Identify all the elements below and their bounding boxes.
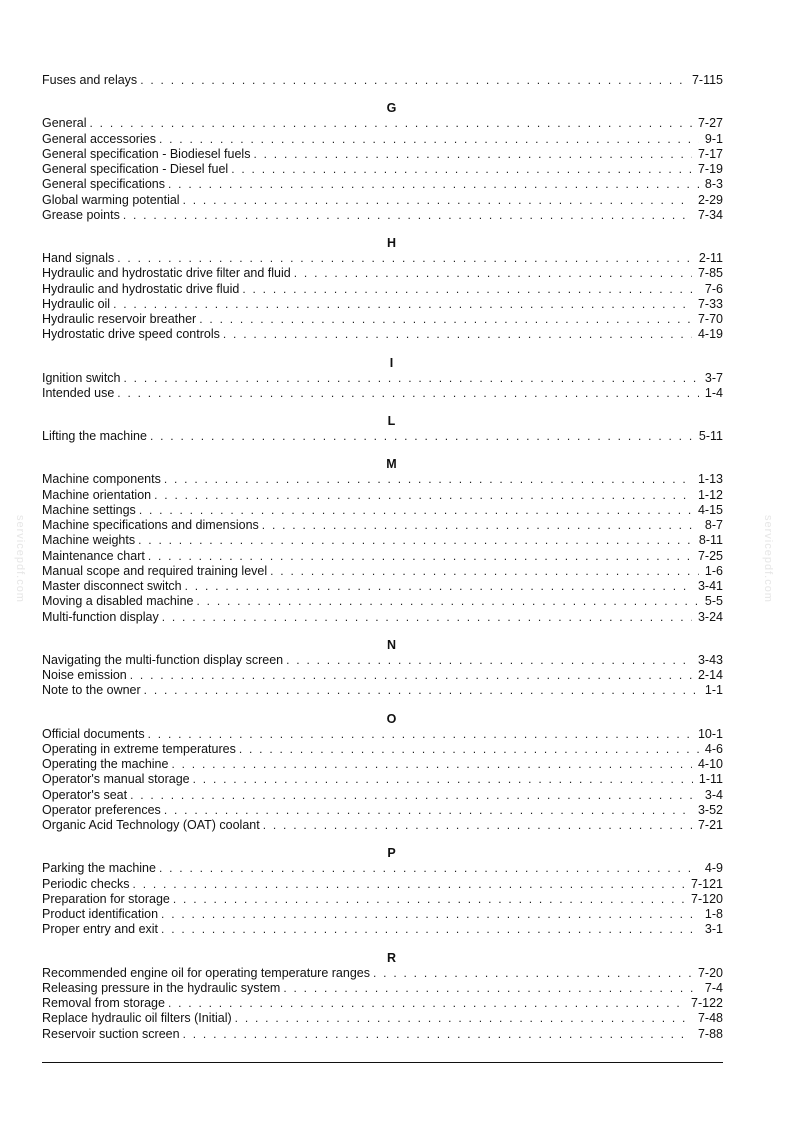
entry-title: Hydraulic and hydrostatic drive fluid: [42, 281, 240, 296]
dot-leader: [183, 1027, 692, 1042]
entry-page-number: 7-21: [697, 818, 723, 832]
index-entry[interactable]: [42, 73, 723, 88]
index-entry[interactable]: [42, 922, 723, 937]
entry-title: Noise emission: [42, 668, 127, 682]
entry-page-number: 3-7: [704, 370, 723, 385]
index-section: [42, 846, 723, 937]
entry-title: Hydrostatic drive speed controls: [42, 327, 220, 342]
watermark-right: servicepdf.com: [762, 515, 774, 603]
entry-title: Machine specifications and dimensions: [42, 518, 259, 532]
entry-title: Removal from storage: [42, 996, 165, 1010]
entry-page-number: 7-6: [704, 281, 723, 296]
entry-page-number: 7-17: [697, 146, 723, 161]
entry-title: Operator's seat: [42, 787, 128, 802]
dot-leader: [263, 818, 692, 833]
entry-title: Global warming potential: [42, 192, 180, 207]
dot-leader: [168, 996, 685, 1011]
entry-title: Operating the machine: [42, 757, 169, 771]
entry-page-number: 8-7: [704, 518, 723, 532]
dot-leader: [253, 147, 692, 162]
index-entry[interactable]: [42, 788, 723, 803]
dot-leader: [164, 472, 692, 487]
index-entry[interactable]: [42, 668, 723, 683]
index-entry[interactable]: [42, 877, 723, 892]
entry-page-number: 2-14: [697, 668, 723, 682]
entry-page-number: 1-4: [704, 385, 723, 400]
entry-title: Machine components: [42, 472, 161, 487]
entry-title: Hydraulic oil: [42, 296, 111, 311]
entry-title: Hydraulic reservoir breather: [42, 312, 197, 326]
dot-leader: [138, 533, 693, 548]
dot-leader: [130, 668, 692, 683]
entry-page-number: 7-120: [691, 891, 723, 906]
section-letter-heading: I: [389, 355, 394, 370]
index-entry[interactable]: [42, 518, 723, 533]
entry-title: Hand signals: [42, 251, 115, 265]
dot-leader: [159, 861, 699, 876]
entry-page-number: 3-4: [704, 787, 723, 802]
dot-leader: [140, 73, 686, 88]
entry-page-number: 7-88: [697, 1026, 723, 1041]
dot-leader: [183, 193, 692, 208]
dot-leader: [123, 208, 692, 223]
entry-title: Machine settings: [42, 502, 136, 517]
dot-leader: [193, 772, 693, 787]
section-letter-heading: L: [387, 414, 396, 428]
index-entry[interactable]: [42, 116, 723, 131]
index-entry[interactable]: [42, 147, 723, 162]
index-entry[interactable]: [42, 803, 723, 818]
dot-leader: [159, 132, 699, 147]
dot-leader: [173, 892, 685, 907]
entry-page-number: 2-11: [698, 251, 723, 265]
entry-page-number: 4-9: [704, 861, 723, 876]
entry-page-number: 7-115: [691, 73, 723, 87]
index-entry[interactable]: [42, 861, 723, 876]
index-entry[interactable]: [42, 653, 723, 668]
entry-title: Master disconnect switch: [42, 579, 182, 593]
entry-title: Hydraulic and hydrostatic drive filter and fluid: [42, 266, 291, 281]
index-section: [42, 414, 723, 444]
dot-leader: [270, 564, 699, 579]
dot-leader: [148, 727, 692, 742]
index-section: [42, 73, 723, 88]
entry-page-number: 7-19: [697, 162, 723, 176]
dot-leader: [286, 653, 692, 668]
entry-page-number: 7-33: [697, 296, 723, 311]
entry-page-number: 1-13: [697, 472, 723, 487]
index-entry[interactable]: [42, 266, 723, 281]
dot-leader: [113, 297, 692, 312]
index-entry[interactable]: [42, 594, 723, 609]
index-entry[interactable]: [42, 818, 723, 833]
dot-leader: [373, 966, 692, 981]
index-entry[interactable]: [42, 177, 723, 192]
section-letter-heading: H: [386, 236, 397, 250]
entry-page-number: 7-48: [697, 1011, 723, 1026]
section-letter-heading: G: [386, 101, 397, 116]
dot-leader: [148, 549, 692, 564]
dot-leader: [231, 162, 692, 177]
index-section: [42, 712, 723, 834]
entry-title: Navigating the multi-function display screen: [42, 652, 284, 667]
index-entry[interactable]: [42, 429, 723, 444]
index-entry[interactable]: [42, 772, 723, 787]
entry-title: Releasing pressure in the hydraulic system: [42, 980, 281, 995]
section-letter-heading: R: [386, 950, 397, 965]
index-entry[interactable]: [42, 533, 723, 548]
entry-title: Parking the machine: [42, 861, 156, 876]
entry-page-number: 2-29: [697, 192, 723, 207]
index-entry[interactable]: [42, 312, 723, 327]
entry-title: Machine weights: [42, 533, 136, 548]
dot-leader: [239, 742, 699, 757]
entry-title: General specifications: [42, 177, 165, 192]
index-entry[interactable]: [42, 610, 723, 625]
entry-title: Multi-function display: [42, 609, 159, 624]
dot-leader: [161, 907, 699, 922]
entry-page-number: 4-6: [704, 741, 723, 756]
entry-title: Note to the owner: [42, 683, 141, 698]
index-entry[interactable]: [42, 757, 723, 772]
dot-leader: [168, 177, 699, 192]
entry-title: General specification - Diesel fuel: [42, 162, 229, 176]
entry-page-number: 7-25: [697, 548, 723, 563]
entry-title: Machine orientation: [42, 487, 152, 502]
dot-leader: [154, 488, 692, 503]
entry-title: Periodic checks: [42, 876, 130, 891]
dot-leader: [171, 757, 692, 772]
entry-title: Replace hydraulic oil filters (Initial): [42, 1011, 232, 1026]
index-entry[interactable]: [42, 162, 723, 177]
entry-title: Lifting the machine: [42, 429, 147, 443]
index-entry[interactable]: [42, 966, 723, 981]
dot-leader: [199, 312, 692, 327]
entry-page-number: 4-19: [697, 327, 723, 342]
dot-leader: [139, 503, 692, 518]
dot-leader: [117, 251, 693, 266]
entry-title: Operator's manual storage: [42, 772, 190, 787]
entry-title: Manual scope and required training level: [42, 563, 268, 578]
index-entry[interactable]: [42, 251, 723, 266]
entry-title: Recommended engine oil for operating temperature ranges: [42, 965, 370, 980]
index-entry[interactable]: [42, 1011, 723, 1026]
entry-page-number: 1-12: [697, 487, 723, 502]
section-letter-heading: N: [386, 637, 397, 652]
index-entry[interactable]: [42, 683, 723, 698]
entry-page-number: 8-3: [704, 177, 723, 192]
index-list: [42, 73, 723, 1042]
entry-page-number: 3-41: [697, 579, 723, 593]
entry-title: Product identification: [42, 907, 159, 921]
entry-title: Official documents: [42, 726, 145, 741]
entry-title: Ignition switch: [42, 370, 121, 385]
entry-page-number: 4-15: [697, 502, 723, 517]
entry-page-number: 7-34: [697, 207, 723, 222]
dot-leader: [144, 683, 699, 698]
dot-leader: [242, 282, 699, 297]
entry-title: Fuses and relays: [42, 73, 138, 87]
entry-page-number: 1-1: [704, 683, 723, 698]
entry-page-number: 4-10: [697, 757, 723, 771]
index-entry[interactable]: [42, 132, 723, 147]
index-entry[interactable]: [42, 727, 723, 742]
dot-leader: [117, 386, 699, 401]
index-entry[interactable]: [42, 549, 723, 564]
dot-leader: [150, 429, 693, 444]
index-entry[interactable]: [42, 981, 723, 996]
dot-leader: [89, 116, 691, 131]
index-entry[interactable]: [42, 1027, 723, 1042]
entry-title: General: [42, 116, 87, 131]
entry-title: Grease points: [42, 207, 120, 222]
dot-leader: [196, 594, 698, 609]
index-section: [42, 101, 723, 223]
section-letter-heading: M: [386, 457, 397, 472]
index-entry[interactable]: [42, 472, 723, 487]
dot-leader: [283, 981, 699, 996]
index-entry[interactable]: [42, 996, 723, 1011]
watermark-left: servicepdf.com: [14, 515, 26, 603]
entry-title: Preparation for storage: [42, 891, 170, 906]
entry-title: General accessories: [42, 131, 156, 146]
index-section: [42, 356, 723, 402]
entry-title: Proper entry and exit: [42, 922, 159, 937]
entry-page-number: 5-5: [704, 594, 723, 609]
section-letter-heading: O: [386, 711, 397, 726]
index-entry[interactable]: [42, 371, 723, 386]
entry-page-number: 7-27: [697, 116, 723, 131]
entry-page-number: 7-121: [691, 876, 723, 891]
entry-title: Organic Acid Technology (OAT) coolant: [42, 818, 260, 832]
index-section: [42, 457, 723, 625]
dot-leader: [164, 803, 692, 818]
entry-page-number: 1-8: [704, 907, 723, 921]
dot-leader: [235, 1011, 692, 1026]
index-section: [42, 638, 723, 699]
index-entry[interactable]: [42, 579, 723, 594]
entry-page-number: 3-1: [704, 922, 723, 937]
dot-leader: [133, 877, 685, 892]
entry-page-number: 1-6: [704, 563, 723, 578]
index-entry[interactable]: [42, 327, 723, 342]
index-entry[interactable]: [42, 742, 723, 757]
entry-page-number: 7-85: [697, 266, 723, 281]
entry-page-number: 8-11: [698, 533, 723, 548]
entry-page-number: 3-43: [697, 652, 723, 667]
entry-page-number: 9-1: [704, 131, 723, 146]
index-entry[interactable]: [42, 386, 723, 401]
index-entry[interactable]: [42, 193, 723, 208]
entry-title: General specification - Biodiesel fuels: [42, 146, 251, 161]
dot-leader: [130, 788, 699, 803]
dot-leader: [294, 266, 692, 281]
entry-page-number: 5-11: [698, 429, 723, 443]
index-entry[interactable]: [42, 208, 723, 223]
index-section: [42, 951, 723, 1042]
entry-title: Maintenance chart: [42, 548, 145, 563]
entry-title: Intended use: [42, 385, 115, 400]
entry-title: Moving a disabled machine: [42, 594, 194, 609]
entry-title: Operating in extreme temperatures: [42, 741, 236, 756]
index-entry[interactable]: [42, 297, 723, 312]
entry-page-number: 1-11: [698, 772, 723, 787]
entry-page-number: 7-70: [697, 312, 723, 326]
index-entry[interactable]: [42, 282, 723, 297]
dot-leader: [162, 610, 692, 625]
index-entry[interactable]: [42, 892, 723, 907]
index-entry[interactable]: [42, 503, 723, 518]
entry-page-number: 7-4: [704, 980, 723, 995]
index-entry[interactable]: [42, 907, 723, 922]
dot-leader: [161, 922, 699, 937]
entry-page-number: 3-24: [697, 609, 723, 624]
dot-leader: [185, 579, 692, 594]
dot-leader: [124, 371, 699, 386]
section-letter-heading: P: [387, 846, 396, 861]
entry-title: Operator preferences: [42, 802, 161, 817]
entry-page-number: 7-20: [697, 965, 723, 980]
index-section: [42, 236, 723, 343]
index-entry[interactable]: [42, 488, 723, 503]
entry-page-number: 7-122: [691, 996, 723, 1010]
index-entry[interactable]: [42, 564, 723, 579]
dot-leader: [262, 518, 699, 533]
entry-title: Reservoir suction screen: [42, 1026, 180, 1041]
dot-leader: [223, 327, 692, 342]
entry-page-number: 10-1: [697, 726, 723, 741]
entry-page-number: 3-52: [697, 802, 723, 817]
footer-rule: [42, 1062, 723, 1063]
